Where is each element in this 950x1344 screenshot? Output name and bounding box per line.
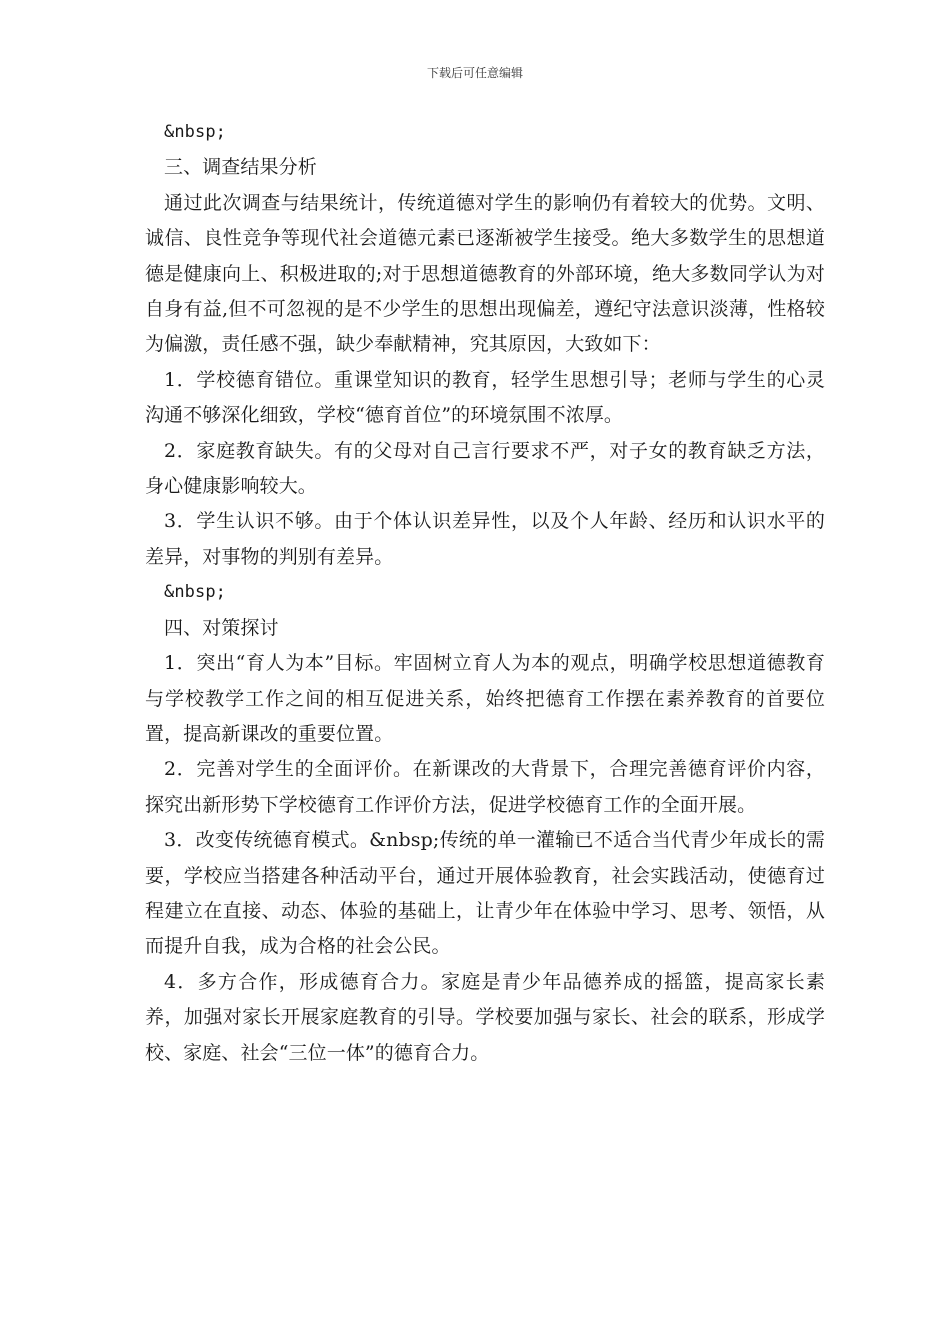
reason-item-1: 1．学校德育错位。重课堂知识的教育，轻学生思想引导；老师与学生的心灵沟通不够深化细致，学校“德育首位”的环境氛围不浓厚。 — [145, 368, 825, 427]
section-heading-4: 四、对策探讨 — [164, 616, 279, 639]
reason-item-2: 2．家庭教育缺失。有的父母对自己言行要求不严，对子女的教育缺乏方法，身心健康影响较大。 — [145, 439, 825, 498]
strategy-item-3: 3．改变传统德育模式。&nbsp;传统的单一灌输已不适合当代青少年成长的需要，学校应当搭建各种活动平台，通过开展体验教育，社会实践活动，使德育过程建立在直接、动态、体验的基础上，让青少年在体验中学习、思考、领悟，从而提升自我，成为合格的社会公民。 — [145, 829, 825, 958]
strategy-item-1: 1．突出“育人为本”目标。牢固树立育人为本的观点，明确学校思想道德教育与学校教学工作之间的相互促进关系，始终把德育工作摆在素养教育的首要位置，提高新课改的重要位置。 — [145, 652, 825, 745]
document-body — [145, 115, 825, 1071]
strategy-item-4: 4．多方合作，形成德育合力。家庭是青少年品德养成的摇篮，提高家长素养，加强对家长开展家庭教育的引导。学校要加强与家长、社会的联系，形成学校、家庭、社会“三位一体”的德育合力。 — [145, 970, 825, 1064]
section-heading-3: 三、调查结果分析 — [164, 156, 317, 179]
nbsp-line-2: &nbsp; — [164, 582, 227, 603]
reason-item-3: 3．学生认识不够。由于个体认识差异性，以及个人年龄、经历和认识水平的差异，对事物的判别有差异。 — [145, 510, 825, 568]
analysis-paragraph: 通过此次调查与结果统计，传统道德对学生的影响仍有着较大的优势。文明、诚信、良性竞争等现代社会道德元素已逐渐被学生接受。绝大多数学生的思想道德是健康向上、积极进取的;对于思想道德教育的外部环境，绝大多数同学认为对自身有益,但不可忽视的是不少学生的思想出现偏差，遵纪守法意识淡薄，性格较为偏激，责任感不强，缺少奉献精神，究其原因，大致如下： — [145, 191, 825, 356]
nbsp-line-1: &nbsp; — [164, 122, 227, 142]
page-header: 下载后可任意编辑 — [426, 66, 523, 80]
strategy-item-2: 2．完善对学生的全面评价。在新课改的大背景下，合理完善德育评价内容，探究出新形势下学校德育工作评价方法，促进学校德育工作的全面开展。 — [145, 758, 825, 816]
